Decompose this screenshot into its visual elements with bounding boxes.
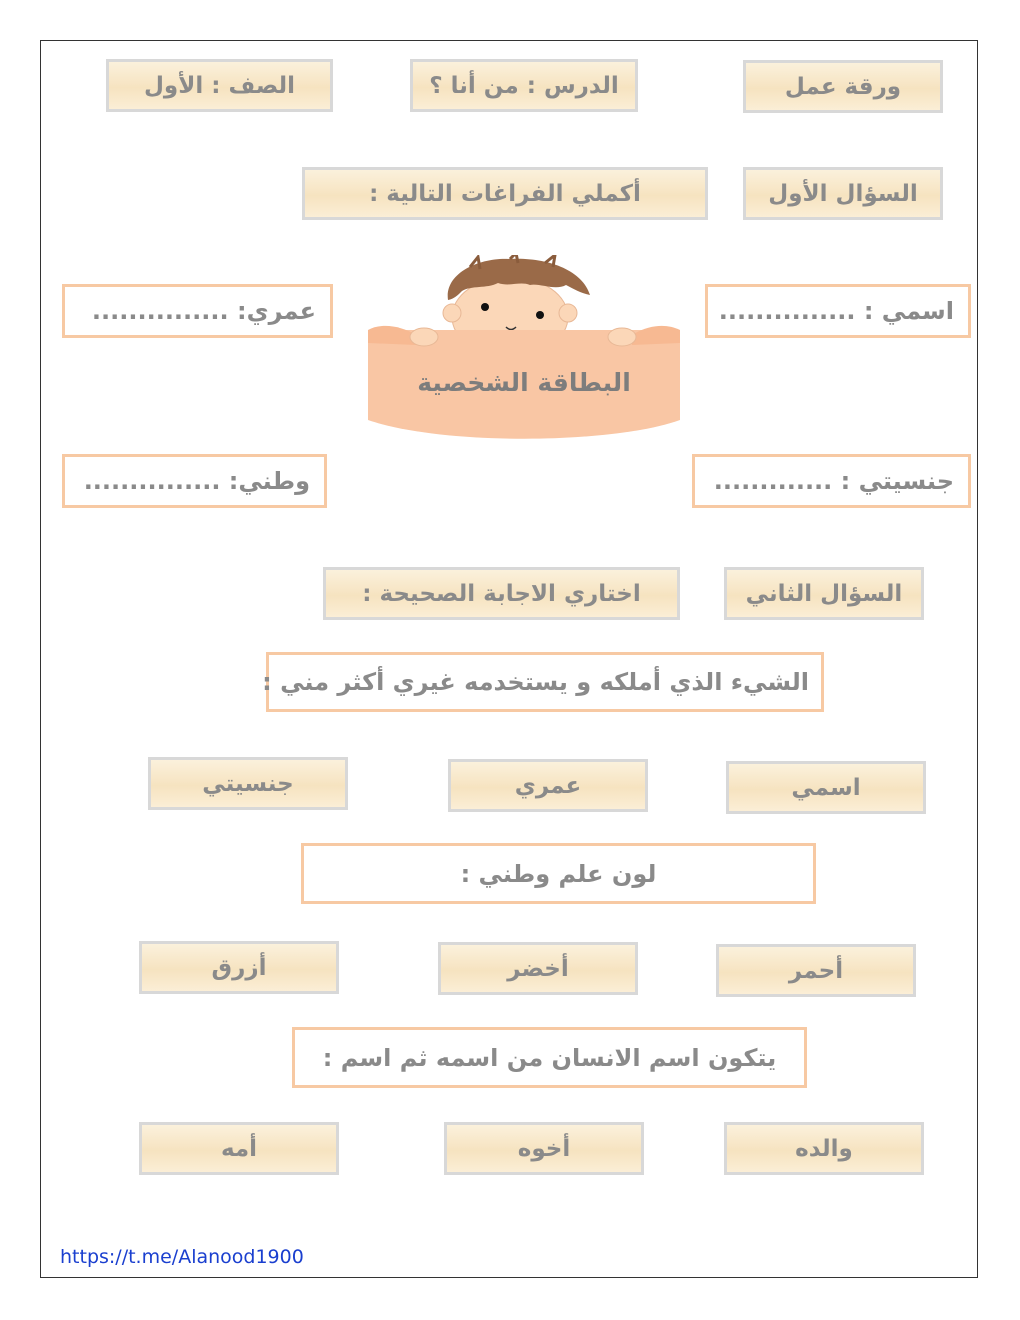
option-3-1[interactable]: والده <box>724 1122 924 1175</box>
personal-card-illustration <box>360 255 690 440</box>
age-field[interactable]: عمري: ............... <box>62 284 333 338</box>
option-2-3[interactable]: أزرق <box>139 941 339 994</box>
option-1-1[interactable]: اسمي <box>726 761 926 814</box>
question1-instruction: أكملي الفراغات التالية : <box>302 167 708 220</box>
question2-title: السؤال الثاني <box>724 567 924 620</box>
question2-prompt-2: لون علم وطني : <box>301 843 816 904</box>
option-2-1[interactable]: أحمر <box>716 944 916 997</box>
option-1-3[interactable]: جنسيتي <box>148 757 348 810</box>
nationality-field[interactable]: جنسيتي : ............. <box>692 454 971 508</box>
name-field[interactable]: اسمي : ............... <box>705 284 971 338</box>
question2-instruction: اختاري الاجابة الصحيحة : <box>323 567 680 620</box>
question2-prompt-3: يتكون اسم الانسان من اسمه ثم اسم : <box>292 1027 807 1088</box>
option-3-3[interactable]: أمه <box>139 1122 339 1175</box>
option-3-2[interactable]: أخوه <box>444 1122 644 1175</box>
card-title: البطاقة الشخصية <box>417 368 631 397</box>
option-2-2[interactable]: أخضر <box>438 942 638 995</box>
telegram-link[interactable]: https://t.me/Alanood1900 <box>60 1246 304 1268</box>
option-1-2[interactable]: عمري <box>448 759 648 812</box>
homeland-field[interactable]: وطني: ............... <box>62 454 327 508</box>
worksheet-label: ورقة عمل <box>743 60 943 113</box>
question1-title: السؤال الأول <box>743 167 943 220</box>
question2-prompt-1: الشيء الذي أملكه و يستخدمه غيري أكثر مني : <box>266 652 824 712</box>
lesson-label: الدرس : من أنا ؟ <box>410 59 638 112</box>
grade-label: الصف : الأول <box>106 59 333 112</box>
